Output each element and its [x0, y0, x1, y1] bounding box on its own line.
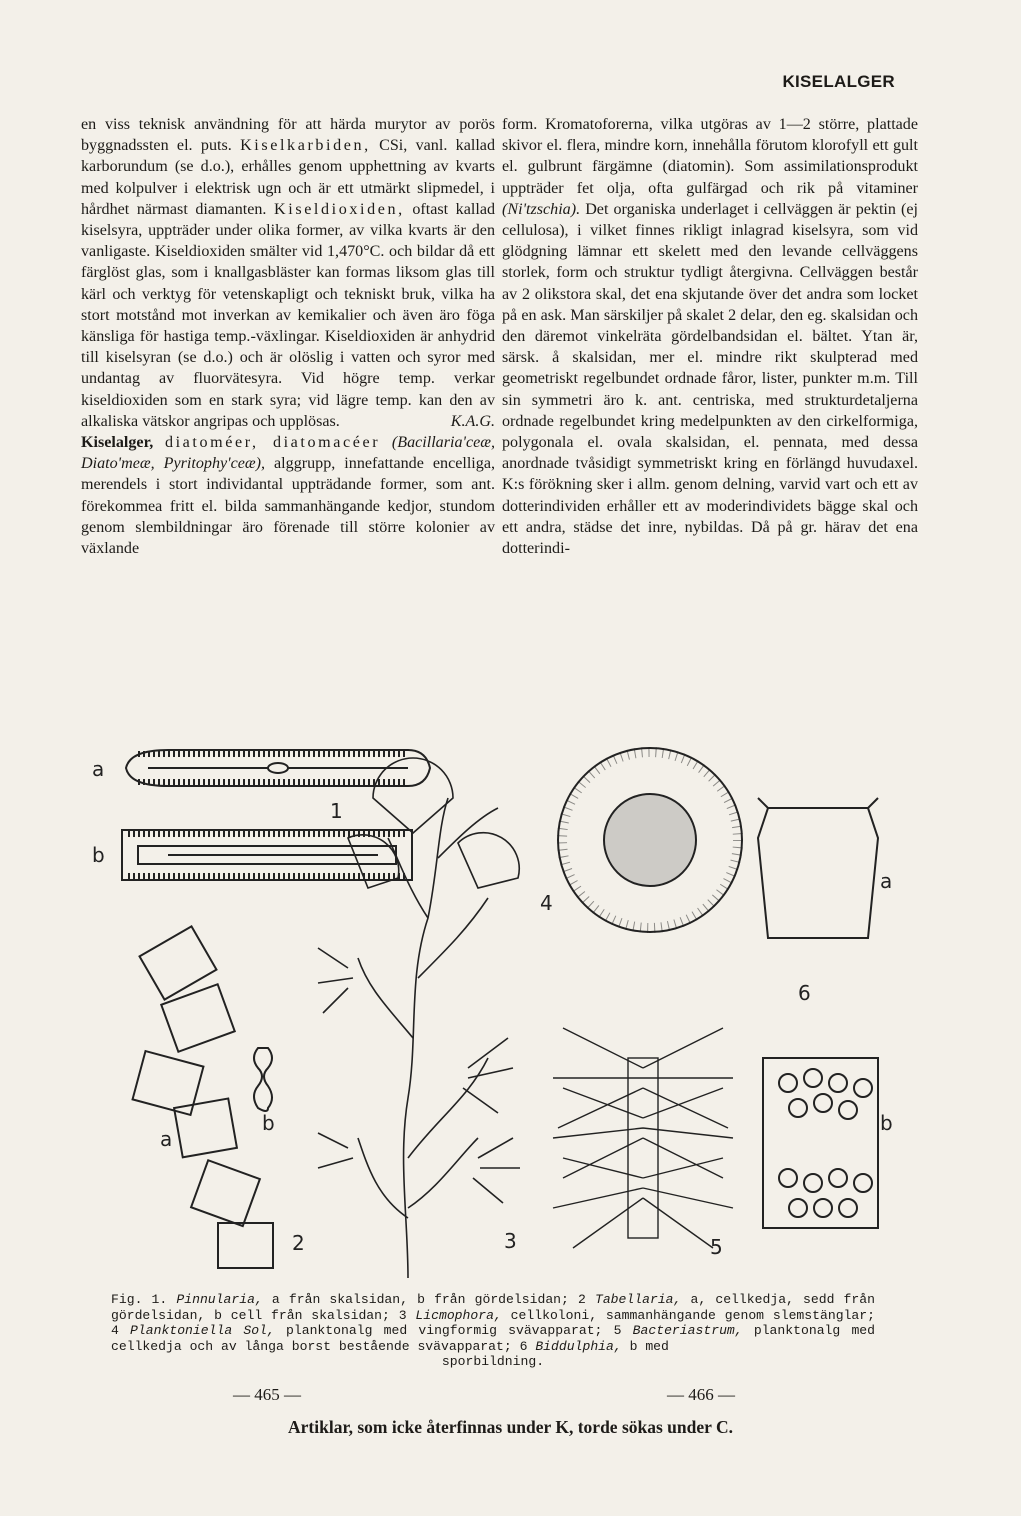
caption-text-5: planktonalg med cellkedja och av långa borst bestående svävapparat; 6	[111, 1323, 876, 1354]
para-cellvagg: Det organiska underlaget i cellväggen är pektin (ej cellulosa), i vilket finnes rikligt inlagrad kiselsyra, som vid glödgning lämnar ett skelett med den levande cellväggens storlek, form och struktur tydligt återgivna. Cellväggen består av 2 olikstora skal, det ena skjutande över det andra som locket på en ask. Man särskiljer på skalet 2 delar, den eg. skalsidan och den däremot vinkelräta gördelbandsidan el. bältet. Ytan är, särsk. å skalsidan, mer el. mindre rikt skulpterad med geometriskt regelbundet ordnade fåror, lister, punkter m.m. Till sin symmetri äro k. ant. centriska, med strukturdetaljerna ordnade regelbundet kring medelpunkten av den cirkelformiga, polygonala el. ovala skalsidan, el. pennata, med dessa anordnade tvåsidigt symmetriskt kring en förlängd huvudaxel. K:s förökning sker i allm. genom delning, varvid vart och ett av dotterindividen erhåller ett av moderindividets bägge skal och ett andra, städse det inre, nybildas. Då på gr. härav det ena dotterindi-	[502, 200, 918, 558]
caption-bacteriastrum: Bacteriastrum,	[632, 1323, 743, 1339]
left-column-text	[81, 114, 495, 432]
caption-text-4: planktonalg med vingformig svävapparat; 5	[286, 1323, 622, 1339]
para-form: form. Kromatoforerna, vilka utgöras av 1—2 större, plattade skivor el. flera, mindre korn, innehålla förutom klorofyll ett gult el. gulbrunt färgämne (diatomin). Som assimilationsprodukt uppträder fet olja, ofta gulfärgad och rik på vitaminer	[502, 116, 918, 197]
planktoniella-drawing	[558, 748, 742, 932]
para-kiseldioxiden: oftast kallad kiselsyra, uppträder under olika former, av vilka kvarts är den vanligaste. Kiseldioxiden smälter vid 1,470°C. och bildar då ett färglöst glas, som i knallgasbläster kan formas liksom glas till kärl och verktyg för vetenskapligt och tekniskt bruk, vilka ha stort motstånd mot inverkan av kemikalier och även äro föga känsliga för hastiga temp.-växlingar. Kiseldioxiden är anhydrid till kiselsyran (se d.o.) och är olöslig i vatten och syror med undantag av fluorvätesyra. Vid högre temp. verkar kiseldioxiden som en stark syra; vid lägre temp. kan den av alkaliska vätskor angripas och upplösas.	[81, 200, 496, 430]
pinnularia-girdle-drawing	[122, 830, 412, 880]
fig1-label-a: a	[92, 757, 105, 781]
figure-caption	[111, 1292, 875, 1370]
caption-pinnularia: Pinnularia,	[176, 1292, 263, 1307]
headword-kiselalger: Kiselalger,	[81, 434, 154, 452]
page-number-left: — 465 —	[233, 1385, 301, 1404]
caption-text-3: cellkoloni, sammanhängande genom slemstänglar; 4	[111, 1307, 875, 1339]
caption-text-6: b med	[629, 1338, 669, 1354]
right-column	[502, 114, 918, 559]
caption-licmophora: Licmophora,	[415, 1307, 502, 1323]
term-kiseldioxiden: Kiseldioxiden,	[274, 200, 405, 218]
synonyms: diatoméer, diatomacéer	[164, 434, 381, 452]
fig5-number: 5	[710, 1235, 723, 1259]
pinnularia-valve-drawing	[126, 750, 430, 786]
fig1-number: 1	[330, 799, 343, 823]
entry-kiselalger	[81, 432, 495, 559]
footer-note: Artiklar, som icke återfinnas under K, torde sökas under C.	[288, 1417, 733, 1437]
fig1-label-b: b	[92, 843, 105, 867]
caption-fig-label: Fig. 1.	[111, 1292, 168, 1307]
fig6-label-a: a	[880, 869, 893, 893]
term-kiselkarbiden: Kiselkarbiden,	[240, 137, 371, 155]
illustration-svg	[92, 738, 918, 1286]
bacteriastrum-drawing	[553, 1028, 733, 1248]
fig3-number: 3	[504, 1229, 517, 1253]
fig6-number: 6	[798, 981, 811, 1005]
genus-nitzschia: (Ni'tzschia).	[502, 200, 581, 218]
caption-planktoniella: Planktoniella Sol,	[130, 1323, 275, 1339]
tabellaria-chain-drawing	[133, 926, 273, 1268]
para-kiselalger: alggrupp, innefattande encelliga, merendels i stort individantal uppträdande former, som ant. förekommea fritt el. bilda sammanhängande kedjor, stundom genom slembildningar äro förenade till större kolonier av växlande	[81, 455, 495, 558]
caption-biddulphia: Biddulphia,	[535, 1338, 622, 1354]
page-number-right: — 466 —	[667, 1385, 735, 1404]
fig2-number: 2	[292, 1231, 305, 1255]
para-intro: en viss teknisk användning för att härda murytor av porös byggnadssten el. puts.	[81, 116, 495, 155]
author-signature: K.A.G.	[450, 412, 495, 430]
fig2-label-b: b	[262, 1111, 275, 1135]
diatom-illustration	[92, 738, 918, 1286]
left-column	[81, 114, 495, 559]
caption-text-1: a från skalsidan, b från gördelsidan; 2	[271, 1292, 586, 1307]
right-column-text	[502, 114, 918, 559]
biddulphia-drawing	[758, 798, 878, 1228]
latin-names: (Bacillaria'ceæ, Diato'meæ, Pyritophy'ceæ),	[81, 434, 495, 473]
caption-last-line: sporbildning.	[441, 1354, 545, 1370]
fig2-label-a: a	[160, 1127, 173, 1151]
caption-tabellaria: Tabellaria,	[594, 1292, 682, 1307]
caption-text-2: a, cellkedja, sedd från gördelsidan, b cell från skalsidan; 3	[111, 1292, 875, 1323]
fig6-label-b: b	[880, 1111, 893, 1135]
running-title: KISELALGER	[782, 72, 895, 91]
fig4-number: 4	[540, 891, 553, 915]
para-kiselkarbiden: CSi, vanl. kallad karborundum (se d.o.), erhålles genom upphettning av kvarts med kolpulver i elektrisk ugn och är ett utmärkt slipmedel, i hårdhet närmast diamanten.	[81, 137, 495, 218]
